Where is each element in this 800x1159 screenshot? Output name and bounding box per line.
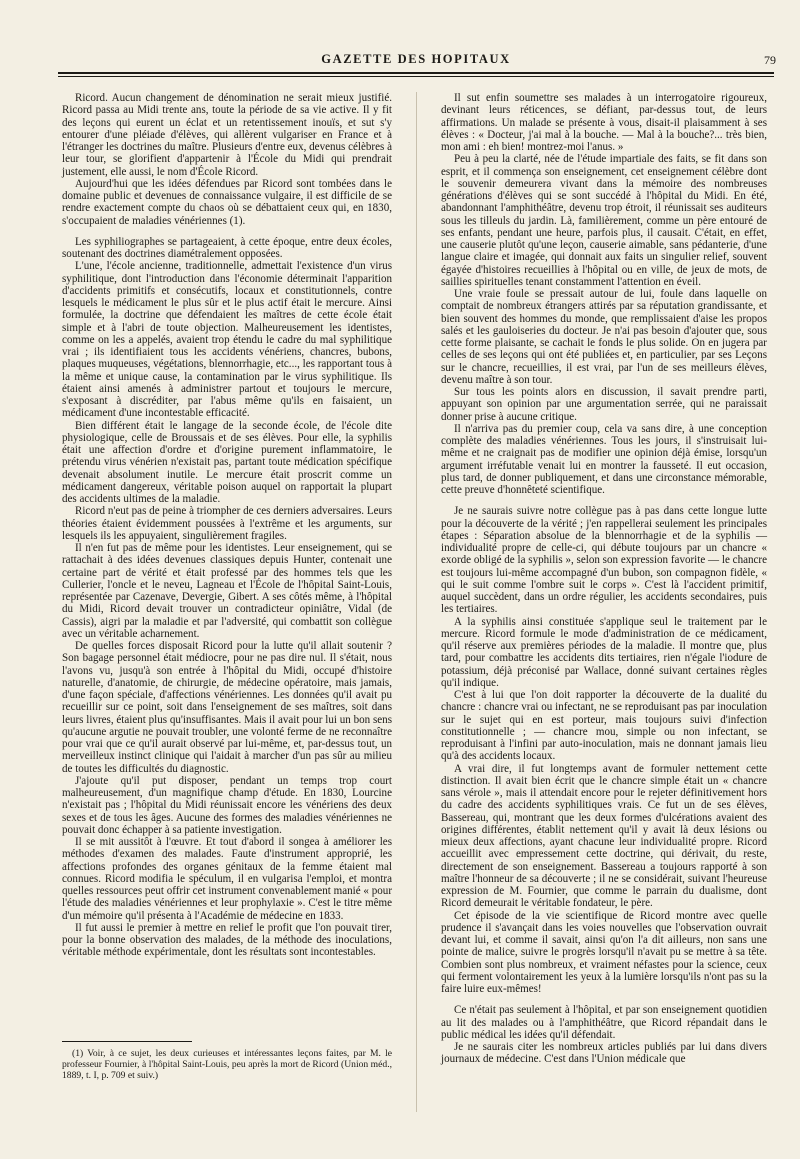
paragraph: C'est à lui que l'on doit rapporter la découverte de la dualité du chancre : chancre vrai ou infectant, ne se reproduisant pas par inoculation sur le sujet qui en est porteur, mais toujours suivi d'infection constitutionnelle ; — chancre mou, simple ou non infectant, se reproduisant à l'infini par auto-inoculation, mais ne donnant jamais lieu qu'à des accidents locaux. bbox=[441, 689, 767, 763]
header-rule-thick bbox=[58, 72, 774, 74]
paragraph: Ricord. Aucun changement de dénomination ne serait mieux justifié. Ricord passa au Midi trente ans, toute la période de sa vie active. Il y fit des leçons qui eurent un éclat et un retentissement inouïs, et sut s'y entourer d'une pléiade d'élèves, qui allèrent vulgariser en France et à l'étranger les doctrines du maître. Plusieurs d'entre eux, devenus célèbres à leur tour, se glorifient d'appartenir à l'École du Midi qui prendrait justement, elle aussi, le nom d'École Ricord. bbox=[62, 92, 392, 178]
page-number: 79 bbox=[764, 53, 776, 67]
left-column bbox=[62, 92, 392, 959]
paragraph: Ricord n'eut pas de peine à triompher de ces derniers adversaires. Leurs théories étaient évidemment poussées à l'extrême et les arguments, sur lesquels ils les appuyaient, singulièrement fragiles. bbox=[62, 505, 392, 542]
paragraph: Peu à peu la clarté, née de l'étude impartiale des faits, se fit dans son esprit, et il commença son enseignement, cet enseignement célèbre dont le souvenir demeurera vivant dans la mémoire des nombreuses générations d'élèves qui se sont succédé à l'hôpital du Midi. En été, abandonnant l'amphithéâtre, devenu trop étroit, il réunissait ses auditeurs sous les tilleuls du jardin. Là, familièrement, comme un père entouré de ses enfants, pendant une heure, parfois plus, il causait. C'était, en effet, une causerie plutôt qu'une leçon, causerie aimable, sans pédanterie, d'une langue claire et imagée, qui donnait aux faits un singulier relief, souvent égayée d'histoires recueillies à l'hôpital ou en ville, de jeux de mots, de saillies spirituelles tenant constamment l'attention en éveil. bbox=[441, 153, 767, 288]
footnote: (1) Voir, à ce sujet, les deux curieuses et intéressantes leçons faites, par M. le professeur Fournier, à l'hôpital Saint-Louis, peu après la mort de Ricord (Union méd., 1889, t. I, p. 709 et suiv.) bbox=[62, 1048, 392, 1082]
paragraph: Il se mit aussitôt à l'œuvre. Et tout d'abord il songea à améliorer les méthodes d'examen des malades. Faute d'instrument approprié, les affections profondes des organes génitaux de la femme étaient mal connues. Ricord modifia le spéculum, il en vulgarisa l'emploi, et montra quelles ressources peut offrir cet instrument convenablement manié « pour l'étude des maladies vénériennes et leur prophylaxie ». C'est le titre même d'un mémoire qu'il présenta à l'Académie de médecine en 1833. bbox=[62, 836, 392, 922]
header-rule-thin bbox=[58, 76, 774, 77]
paragraph: De quelles forces disposait Ricord pour la lutte qu'il allait soutenir ? Son bagage personnel était médiocre, pour ne pas dire nul. Il s'était, nous l'avons vu, jusqu'à son entrée à l'hôpital du Midi, occupé d'histoire naturelle, d'anatomie, de chirurgie, de médecine opératoire, mais jamais, d'une façon spéciale, d'affections vénériennes. Les données qu'il avait pu recueillir sur ce point, soit dans l'enseignement de ses maîtres, soit dans leurs livres, étaient plus qu'insuffisantes. Mais il avait pour lui un bon sens qu'aucune argutie ne pouvait troubler, une volonté ferme de ne reconnaître pour vrai que ce qu'il aurait observé par lui-même, et, par-dessus tout, un merveilleux instinct clinique qui l'aidait à marcher d'un pas sûr au milieu de toutes les difficultés du diagnostic. bbox=[62, 640, 392, 775]
column-divider bbox=[416, 92, 417, 1112]
paragraph: Aujourd'hui que les idées défendues par Ricord sont tombées dans le domaine public et devenues de connaissance vulgaire, il est difficile de se rendre exactement compte du chaos où se débattaient ceux qui, en 1830, s'occupaient de maladies vénériennes (1). bbox=[62, 177, 392, 227]
paragraph: Ce n'était pas seulement à l'hôpital, et par son enseignement quotidien au lit des malades ou à l'amphithéâtre, que Ricord répandait dans le public médical les idées qu'il défendait. bbox=[441, 1004, 767, 1041]
paragraph: A la syphilis ainsi constituée s'applique seul le traitement par le mercure. Ricord formule le mode d'administration de ce médicament, qu'il réserve aux premières périodes de la maladie. Il montre que, plus tard, pour combattre les accidents dits tertiaires, rien n'égale l'iodure de potassium, déjà préconisé par Wallace, donné suivant certaines règles qu'il indique. bbox=[441, 615, 767, 689]
running-header bbox=[60, 52, 776, 74]
right-column bbox=[441, 92, 767, 1066]
paragraph: Il n'en fut pas de même pour les identistes. Leur enseignement, qui se rattachait à des idées devenues classiques depuis Hunter, contenait une certaine part de vérité et était professé par des hommes tels que les Cullerier, l'oncle et le neveu, Lagneau et l'École de l'hôpital Saint-Louis, représentée par Cazenave, Devergie, Gibert. A ses côtés même, à l'hôpital du Midi, Ricord devait trouver un contradicteur opiniâtre, Vidal (de Cassis), aigri par la maladie et par l'adversité, qui combattit son collègue avec un véritable acharnement. bbox=[62, 542, 392, 640]
paragraph: Il sut enfin soumettre ses malades à un interrogatoire rigoureux, devinant leurs réticences, se défiant, par-dessus tout, de leurs affirmations. Un malade se présente à vous, disait-il plaisamment à ses élèves : « Docteur, j'ai mal à la bouche. — Mal à la bouche?... très bien, mon ami : eh bien! montrez-moi l'anus. » bbox=[441, 92, 767, 153]
paragraph: J'ajoute qu'il put disposer, pendant un temps trop court malheureusement, d'un magnifique champ d'étude. En 1830, Lourcine n'existait pas ; l'hôpital du Midi réunissait encore les vénériens des deux sexes et de tous les âges. Aucune des formes des maladies vénériennes ne pouvait donc échapper à sa patiente investigation. bbox=[62, 774, 392, 836]
paragraph: Je ne saurais citer les nombreux articles publiés par lui dans divers journaux de médecine. C'est dans l'Union médicale que bbox=[441, 1041, 767, 1066]
paragraph: Une vraie foule se pressait autour de lui, foule dans laquelle on comptait de nombreux étrangers attirés par sa réputation grandissante, et bien souvent des hommes du monde, que remplissaient d'aise les propos salés et les gauloiseries du docteur. Je n'ai pas besoin d'ajouter que, sous cette forme plaisante, se cachait le fonds le plus solide. On en jugera par celles de ses leçons qui ont été publiées et, en particulier, par ses Leçons sur le chancre, recueillies, il est vrai, par l'un de ses meilleurs élèves, devenu maître à son tour. bbox=[441, 288, 767, 386]
paragraph: Bien différent était le langage de la seconde école, de l'école dite physiologique, celle de Broussais et de ses élèves. Pour elle, la syphilis était une affection d'ordre et d'origine purement inflammatoire, le prétendu virus vénérien n'existait pas, partant toute médication spécifique devenait absolument inutile. Le mercure était proscrit comme un médicament dangereux, véritable poison auquel on rapportait la plupart des accidents ultimes de la maladie. bbox=[62, 419, 392, 505]
paragraph: A vrai dire, il fut longtemps avant de formuler nettement cette distinction. Il avait bien écrit que le chancre simple était un « chancre sans vérole », mais il attendait encore pour le rejeter définitivement hors du cadre des accidents syphilitiques vrais. Ce fut un de ses élèves, Bassereau, qui, montrant que les deux formes d'ulcérations avaient des origines différentes, établit nettement qu'il y avait là deux lésions ou mieux deux affections, ayant chacune leur individualité propre. Ricord accueillit avec empressement cette doctrine, qui dérivait, du reste, directement de son enseignement. Bassereau a toujours rapporté à son maître l'honneur de sa découverte ; il ne se considérait, suivant l'heureuse expression de M. Fournier, que comme le parrain du dualisme, dont Ricord demeurait le véritable fondateur, le père. bbox=[441, 762, 767, 910]
paragraph: L'une, l'école ancienne, traditionnelle, admettait l'existence d'un virus syphilitique, dont l'introduction dans l'économie déterminait l'apparition d'accidents primitifs et consécutifs, locaux et constitutionnels, contre lesquels le médicament le plus sûr et le plus actif était le mercure. Ainsi formulée, la doctrine que défendaient les maîtres de cette école était simple et à l'abri de toute objection. Malheureusement les identistes, comme on les a appelés, avaient trop étendu le cadre du mal syphilitique vrai ; ils identifiaient tous les accidents vénériens, chancres, bubons, plaques muqueuses, végétations, blennorrhagie, etc..., les rapportant tous à la même et unique cause, la contamination par le virus syphilitique. Ils étaient ainsi amenés à administrer partout et toujours le mercure, s'exposant à discréditer, par l'abus même qu'ils en faisaient, un médicament d'une incontestable efficacité. bbox=[62, 260, 392, 420]
paragraph: Il fut aussi le premier à mettre en relief le profit que l'on pouvait tirer, pour la bonne observation des malades, de la méthode des inoculations, véritable méthode expérimentale, dont les résultats sont incontestables. bbox=[62, 921, 392, 959]
paragraph: Je ne saurais suivre notre collègue pas à pas dans cette longue lutte pour la découverte de la vérité ; j'en rappellerai seulement les principales étapes : Séparation absolue de la blennorrhagie et de la syphilis — individualité propre de celle-ci, qui débute toujours par un chancre « exorde obligé de la syphilis », selon son expression favorite — le chancre est toujours lui-même accompagné d'un bubon, son compagnon fidèle, « qui le suit comme l'ombre suit le corps ». C'est là l'accident primitif, auquel succèdent, dans un ordre régulier, les accidents secondaires, puis les tertiaires. bbox=[441, 505, 767, 616]
footnote-separator bbox=[62, 1041, 192, 1042]
paragraph: Il n'arriva pas du premier coup, cela va sans dire, à une conception complète des maladies vénériennes. Tous les jours, il s'instruisait lui-même et ne craignait pas de modifier une opinion déjà émise, lorsqu'un argument irréfutable venait lui en montrer la fausseté. Il eut occasion, plus tard, de donner publiquement, et dans une circonstance mémorable, cette preuve d'honnêteté scientifique. bbox=[441, 422, 767, 496]
publication-title: GAZETTE DES HOPITAUX bbox=[321, 52, 511, 66]
paragraph: Sur tous les points alors en discussion, il savait prendre parti, appuyant son opinion par une argumentation serrée, qui ne paraissait donner prise à aucune critique. bbox=[441, 386, 767, 423]
paragraph: Cet épisode de la vie scientifique de Ricord montre avec quelle prudence il s'avançait dans les voies nouvelles que l'observation ouvrait devant lui, et comme il savait, ainsi qu'on l'a dit ailleurs, non sans une pointe de malice, suivre le progrès lorsqu'il n'avait pu se mettre à sa tête. Combien sont plus nombreux, et vraiment néfastes pour la science, ceux qui ferment volontairement les yeux à la lumière lorsqu'ils n'ont pas su la faire luire eux-mêmes! bbox=[441, 909, 767, 995]
paragraph: Les syphiliographes se partageaient, à cette époque, entre deux écoles, soutenant des doctrines diamétralement opposées. bbox=[62, 235, 392, 260]
